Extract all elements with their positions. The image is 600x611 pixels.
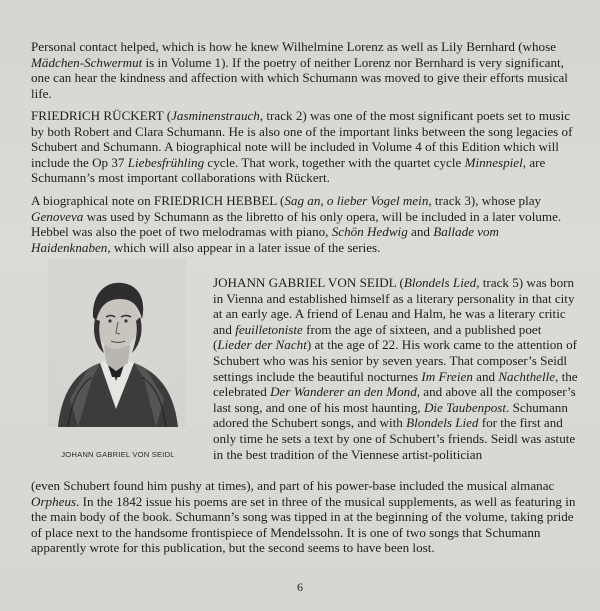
paragraph-lorenz-bernhard: Personal contact helped, which is how he knew Wilhelmine Lorenz as well as Lily Bernhard (whose Mädchen-Schwermut is in Volume 1). If the poetry of neither Lorenz nor Bernhard is very significant, one can hear the kindness and affection with which Schumann was moved to give their efforts musical life. <box>31 39 568 101</box>
paragraph-seidl: JOHANN GABRIEL VON SEIDL (Blondels Lied, track 5) was born in Vienna and established himself as a literary personality in that city at an early age. A friend of Lenau and Halm, he was a literary critic and feuilletoniste from the age of sixteen, and a published poet (Lieder der Nacht) at the age of 22. His work came to the attention of Schubert who was his senior by seven years. That composer’s Seidl settings include the beautiful nocturnes Im Freien and Nachthelle, the celebrated Der Wanderer an den Mond, and above all the composer’s last song, and one of his most haunting, Die Taubenpost. Schumann adored the Schubert songs, and with Blondels Lied for the first and only time he sets a text by one of Schubert’s friends. Seidl was astute in the best tradition of the Viennese artist-politician <box>213 275 578 462</box>
portrait-caption: JOHANN GABRIEL VON SEIDL <box>61 450 175 459</box>
page-number: 6 <box>297 580 303 594</box>
paragraph-rueckert: FRIEDRICH RÜCKERT (Jasminenstrauch, track 2) was one of the most significant poets set to music by both Robert and Clara Schumann. He is also one of the important links between the song legacies of Schubert and Schumann. A biographical note will be included in Volume 4 of this Edition which will include the Op 37 Liebesfrühling cycle. That work, together with the quartet cycle Minnespiel, are Schumann’s most important collaborations with Rückert. <box>31 108 573 186</box>
paragraph-seidl-continued: (even Schubert found him pushy at times), and part of his power-base included the musical almanac Orpheus. In the 1842 issue his poems are set in three of the musical supplements, as well as featuring in the main body of the book. Schumann’s song was tipped in at the beginning of the volume, taking pride of place next to the handsome frontispiece of Mendelssohn. It is one of two songs that Schumann apparently wrote for this publication, but the second seems to have been lost. <box>31 478 576 556</box>
portrait-seidl <box>48 259 186 427</box>
paragraph-hebbel: A biographical note on FRIEDRICH HEBBEL (Sag an, o lieber Vogel mein, track 3), whose play Genoveva was used by Schumann as the libretto of his only opera, will be included in a later volume. Hebbel was also the poet of two melodramas with piano, Schön Hedwig and Ballade vom Haidenknaben, which will also appear in a later issue of the series. <box>31 193 562 255</box>
